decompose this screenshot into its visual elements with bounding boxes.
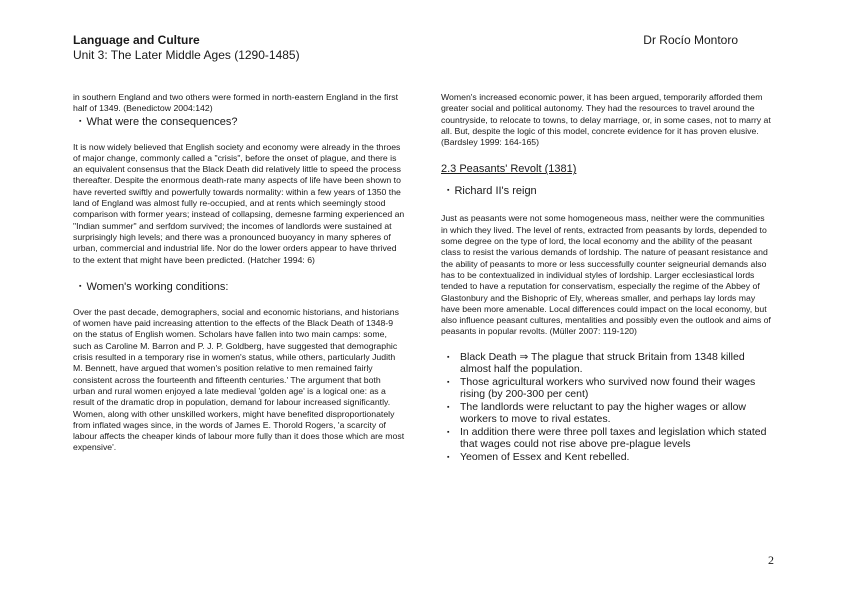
right-column (441, 92, 773, 464)
right-intro-paragraph: Women's increased economic power, it has been argued, temporarily afforded them greater social and political autonomy. They had the resources to travel around the countryside, to relocate to towns, to delay marriage, or, in some cases, not to marry at all. But, despite the logic of this model, concrete evidence for it has proven elusive. (Bardsley 1999: 164-165) (441, 92, 771, 148)
bullet-icon: ▪ (447, 403, 450, 411)
richard-reign-heading-label: Richard II's reign (454, 185, 537, 198)
list-item-text: In addition there were three poll taxes and legislation which stated that wages could not rise above pre-plague levels (460, 425, 767, 451)
list-item (441, 426, 773, 451)
bullet-icon: ▪ (447, 428, 450, 436)
list-item-text: Yeomen of Essex and Kent rebelled. (460, 450, 630, 463)
womens-conditions-heading-label: Women's working conditions: (86, 280, 229, 293)
bullet-icon: ▪ (79, 117, 82, 125)
left-column (73, 92, 405, 454)
list-item (441, 351, 773, 376)
bullet-icon: ▪ (447, 378, 450, 386)
list-item-text: The landlords were reluctant to pay the higher wages or allow workers to move to rival estates. (460, 400, 746, 426)
bullet-icon: ▪ (79, 282, 82, 290)
bullet-icon: ▪ (447, 353, 450, 361)
bullet-icon: ▪ (447, 187, 450, 195)
page-number: 2 (768, 553, 774, 567)
list-item-text: Black Death ⇒ The plague that struck Britain from 1348 killed almost half the population. (460, 350, 745, 376)
consequences-heading (73, 115, 405, 129)
consequences-heading-label: What were the consequences? (86, 115, 238, 128)
revolt-causes-list (441, 351, 773, 465)
womens-conditions-heading (73, 280, 405, 294)
unit-title: Unit 3: The Later Middle Ages (1290-1485) (73, 48, 300, 62)
bullet-icon: ▪ (447, 453, 450, 461)
list-item-text: Those agricultural workers who survived now found their wages rising (by 200-300 per cent) (460, 375, 756, 401)
hatcher-quote-paragraph: It is now widely believed that English society and economy were already in the throes of major change, commonly called a "crisis", before the onset of plague, and there is an equivalent consensus that the Black Death did relatively little to speed the process thereafter. Despite the enormous death-rate many aspects of life have been shown to have reverted swiftly and powerfully towards normality: within a few years of 1350 the land of England was almost fully re-occupied, and at rents which seemingly stood comparison with former years; instead of collapsing, demesne farming experienced an "Indian summer" and serfdom survived; the incomes of landlords were sustained at surprisingly high levels; and there was a pronounced buoyancy in many spheres of urban, commercial and industrial life. Nor do the lower orders appear to have thrived to the extent that might have been predicted. (Hatcher 1994: 6) (73, 141, 405, 265)
left-intro-paragraph: in southern England and two others were formed in north-eastern England in the first half of 1349. (Benedictow 2004:142) (73, 92, 399, 114)
list-item (441, 451, 773, 465)
muller-quote-paragraph: Just as peasants were not some homogeneous mass, neither were the communities in which they lived. The level of rents, extracted from peasants by lords, depended to some degree on the type of lord, the local economy and the ability of the peasant class to resist the various demands of lordship. The nature of peasant resistance and the ability of peasants to more or less successfully counter seigneurial demands also has to be contextualized in individual styles of lordship. Larger ecclesiastical lords tended to have a reputation for conservatism, especially the regime of the Abbey of Glastonbury and the Bishopric of Ely, whereas smaller, and perhaps lay lords may have been more amenable. Local differences could impact on the local economy, but also influence peasant cultures, mentalities and possibly even the outlook and aims of peasants in popular revolts. (Müller 2007: 119-120) (441, 213, 771, 337)
richard-reign-heading (441, 184, 773, 198)
list-item (441, 401, 773, 426)
women-status-paragraph: Over the past decade, demographers, social and economic historians, and historians of women have paid increasing attention to the effects of the Black Death of 1348-9 on the status of English women. Scholars have fallen into two main camps: some, such as Caroline M. Barron and P. J. P. Goldberg, have suggested that demographic crisis resulted in a temporary rise in women's status, while others, particularly Judith M. Bennett, have argued that women's position relative to men remained fairly consistent across the fourteenth and fifteenth centuries.' The argument that both urban and rural women enjoyed a late medieval 'golden age' is a logical one: as a result of the dramatic drop in population, demand for labour increased significantly. Women, along with other unskilled workers, might have benefited disproportionately from inflated wages since, in the words of James E. Thorold Rogers, 'a scarcity of labour affects the cheaper kinds of labour more fully than it does those which are most expensive'. (73, 306, 405, 453)
page-header (73, 33, 300, 63)
list-item (441, 376, 773, 401)
peasants-revolt-section-title: 2.3 Peasants' Revolt (1381) (441, 163, 577, 176)
author-name: Dr Rocío Montoro (643, 33, 738, 47)
course-title: Language and Culture (73, 33, 200, 47)
